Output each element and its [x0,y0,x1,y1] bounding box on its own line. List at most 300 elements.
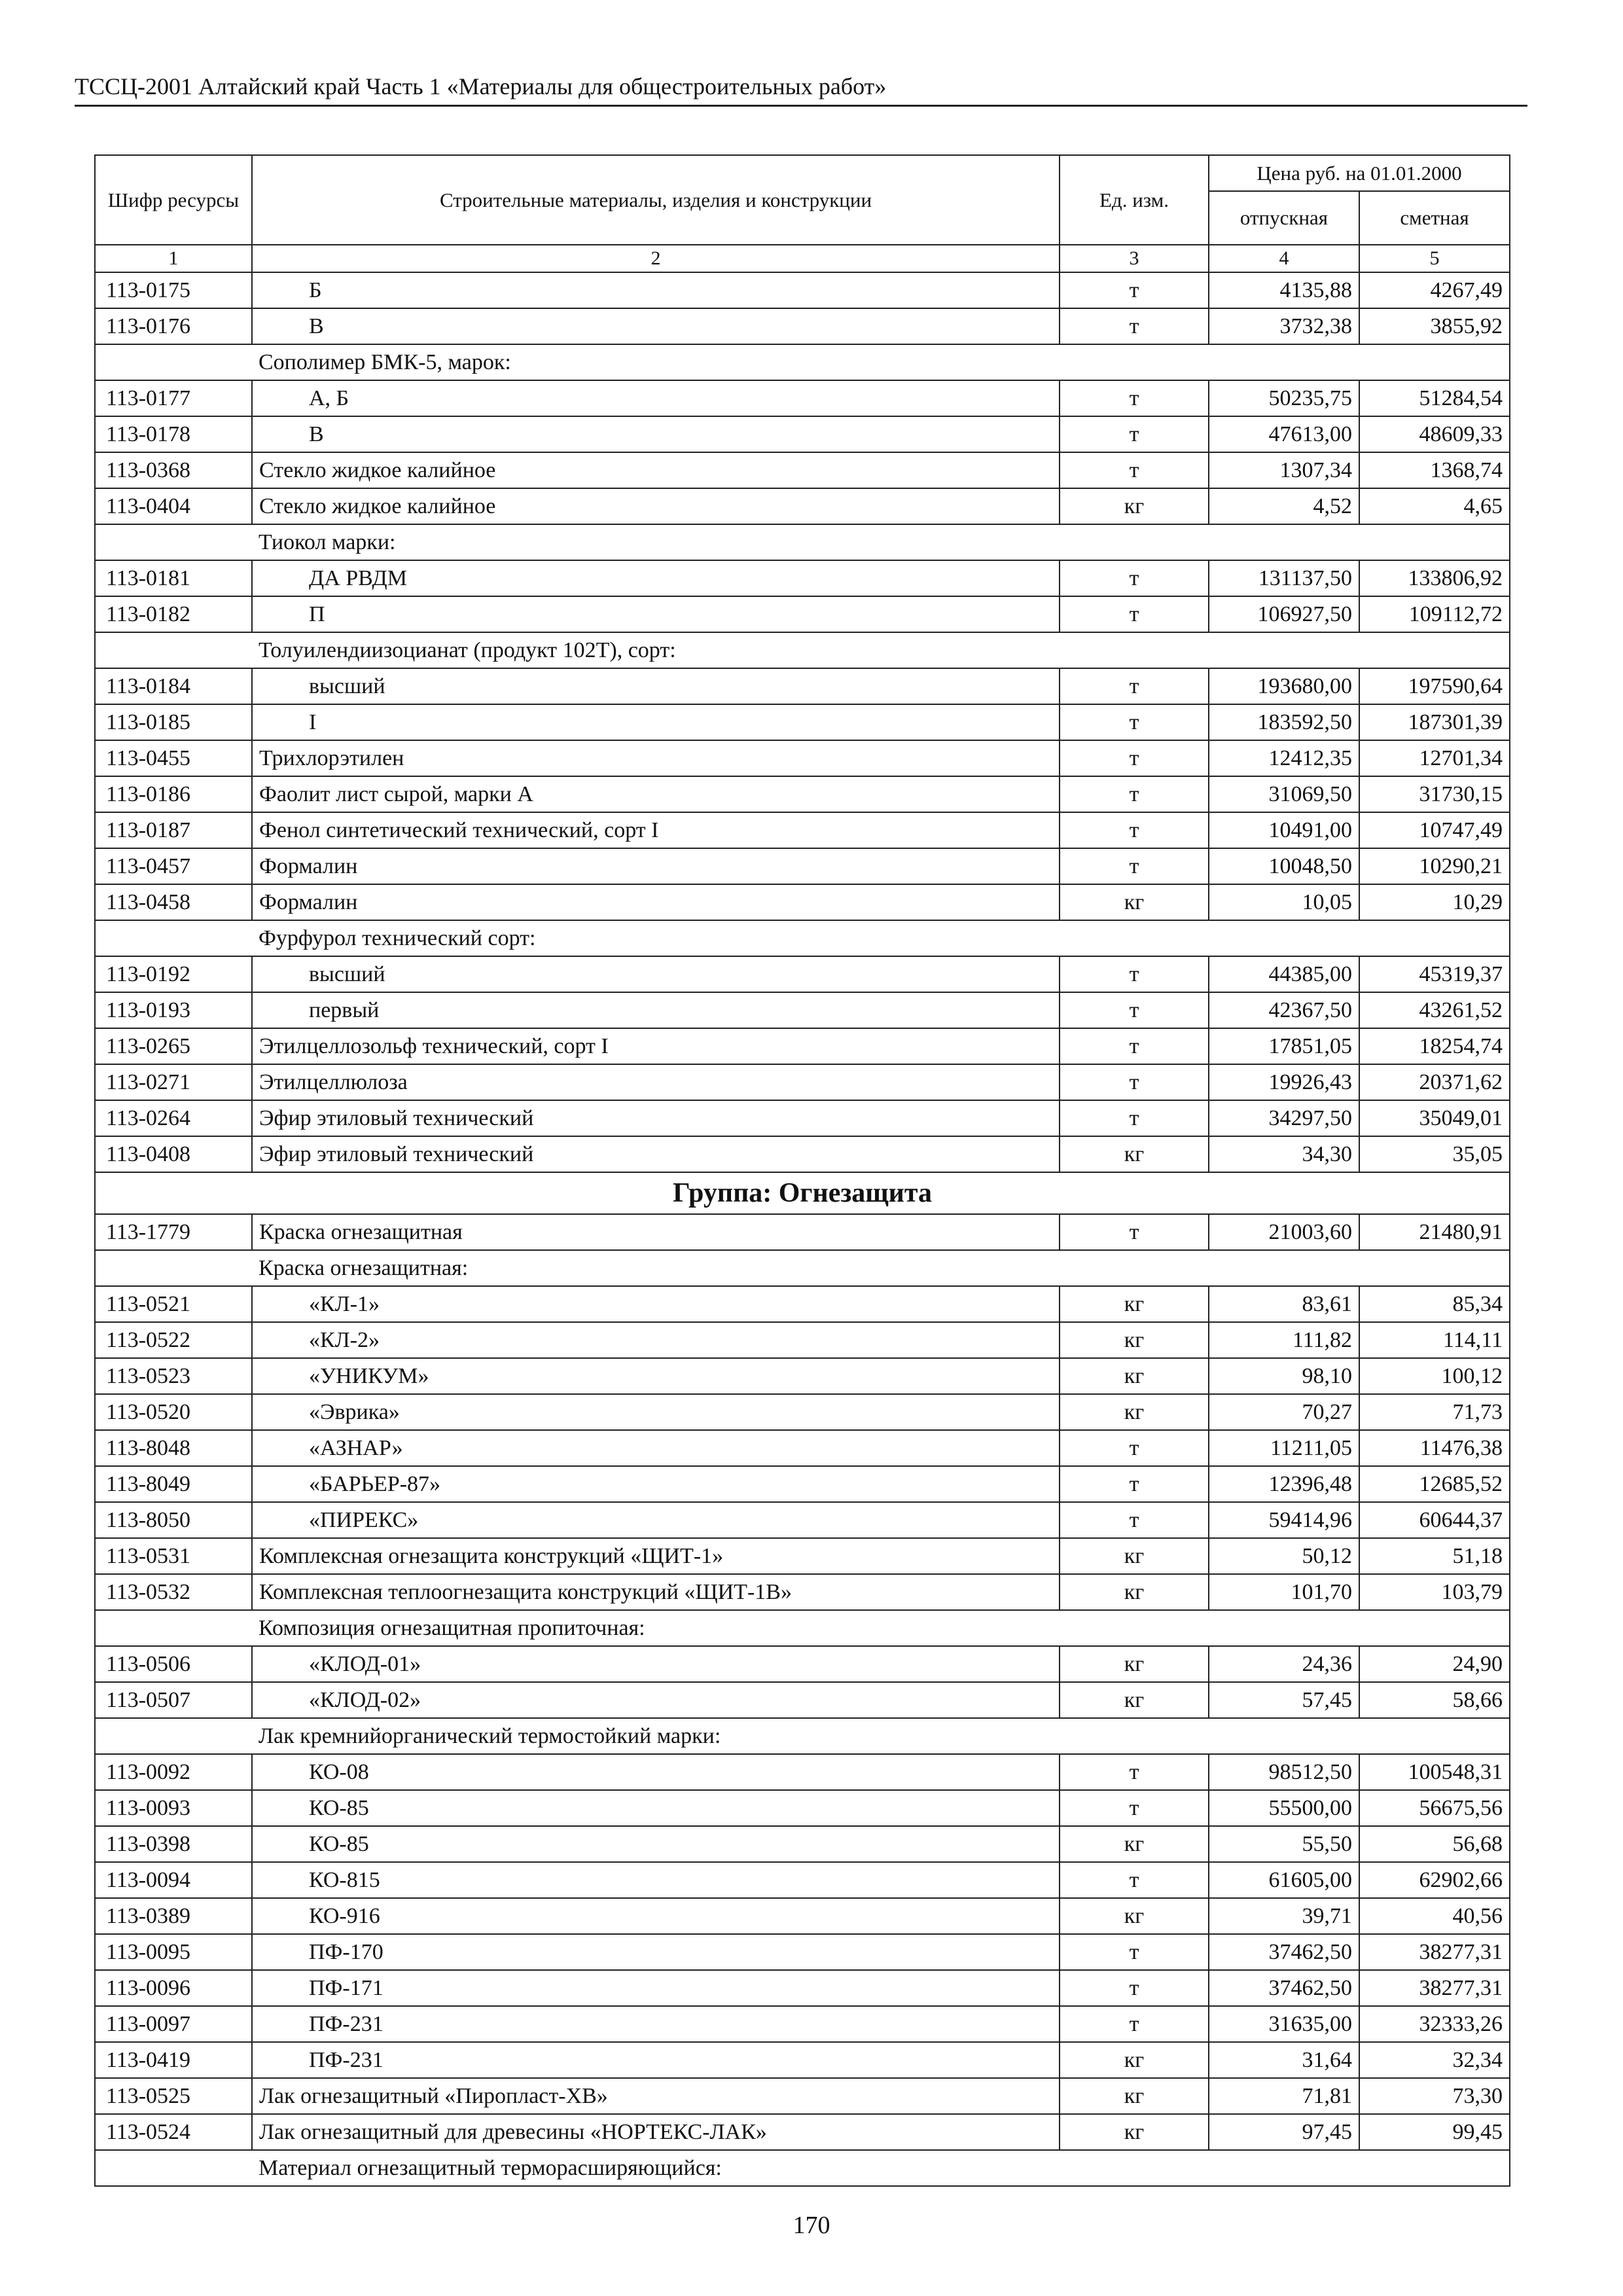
subheader-row [95,1718,1510,1754]
material-name: ПФ-171 [252,1970,1060,2006]
table-row [95,1970,1510,2006]
estimate-price: 48609,33 [1359,416,1510,452]
table-row [95,2042,1510,2078]
unit-cell: кг [1060,1574,1209,1610]
unit-cell: т [1060,740,1209,776]
release-price: 98512,50 [1209,1754,1359,1790]
estimate-price: 12701,34 [1359,740,1510,776]
price-table-container [94,154,1510,2187]
table-row [95,1394,1510,1430]
release-price: 47613,00 [1209,416,1359,452]
material-name: Этилцеллюлоза [252,1064,1060,1100]
estimate-price: 109112,72 [1359,596,1510,632]
resource-code: 113-0186 [95,776,252,812]
release-price: 42367,50 [1209,992,1359,1028]
table-row [95,1430,1510,1466]
table-row [95,1064,1510,1100]
material-name: «КЛ-1» [252,1286,1060,1322]
estimate-price: 197590,64 [1359,668,1510,704]
estimate-price: 51284,54 [1359,380,1510,416]
empty-code-cell [95,920,252,956]
release-price: 37462,50 [1209,1970,1359,2006]
unit-cell: кг [1060,1358,1209,1394]
release-price: 193680,00 [1209,668,1359,704]
column-number: 2 [252,245,1060,272]
estimate-price: 103,79 [1359,1574,1510,1610]
unit-cell: кг [1060,1394,1209,1430]
estimate-price: 4,65 [1359,488,1510,524]
subheader-row [95,920,1510,956]
subheader-label: Фурфурол технический сорт: [252,920,1510,956]
estimate-price: 20371,62 [1359,1064,1510,1100]
unit-cell: кг [1060,1682,1209,1718]
estimate-price: 43261,52 [1359,992,1510,1028]
resource-code: 113-0095 [95,1934,252,1970]
table-row [95,1790,1510,1826]
subheader-row [95,524,1510,560]
release-price: 131137,50 [1209,560,1359,596]
material-name: Б [252,272,1060,308]
resource-code: 113-0096 [95,1970,252,2006]
table-row [95,884,1510,920]
subheader-row [95,1610,1510,1646]
release-price: 31,64 [1209,2042,1359,2078]
table-row [95,1286,1510,1322]
material-name: В [252,308,1060,344]
release-price: 34297,50 [1209,1100,1359,1136]
table-row [95,560,1510,596]
table-row [95,1682,1510,1718]
material-name: Комплексная теплоогнезащита конструкций «ЩИТ-1В» [252,1574,1060,1610]
table-row [95,956,1510,992]
resource-code: 113-0523 [95,1358,252,1394]
table-row [95,1754,1510,1790]
material-name: «Эврика» [252,1394,1060,1430]
table-row [95,1502,1510,1538]
table-row [95,992,1510,1028]
table-row [95,1538,1510,1574]
material-name: Лак огнезащитный «Пиропласт-ХВ» [252,2078,1060,2114]
group-title: Группа: Огнезащита [95,1172,1510,1214]
unit-cell: т [1060,272,1209,308]
unit-cell: т [1060,1064,1209,1100]
material-name: «АЗНАР» [252,1430,1060,1466]
resource-code: 113-0521 [95,1286,252,1322]
unit-cell: кг [1060,2042,1209,2078]
material-name: КО-916 [252,1898,1060,1934]
material-name: Этилцеллозольф технический, сорт I [252,1028,1060,1064]
table-row [95,272,1510,308]
table-row [95,416,1510,452]
resource-code: 113-0097 [95,2006,252,2042]
unit-cell: кг [1060,1286,1209,1322]
unit-cell: кг [1060,884,1209,920]
estimate-price: 56,68 [1359,1826,1510,1862]
release-price: 97,45 [1209,2114,1359,2150]
table-row [95,308,1510,344]
estimate-price: 12685,52 [1359,1466,1510,1502]
release-price: 17851,05 [1209,1028,1359,1064]
table-row [95,488,1510,524]
estimate-price: 58,66 [1359,1682,1510,1718]
table-row [95,2078,1510,2114]
unit-cell: т [1060,1934,1209,1970]
unit-cell: кг [1060,1646,1209,1682]
resource-code: 113-0185 [95,704,252,740]
estimate-price: 99,45 [1359,2114,1510,2150]
table-row [95,596,1510,632]
release-price: 12412,35 [1209,740,1359,776]
release-price: 31069,50 [1209,776,1359,812]
empty-code-cell [95,1250,252,1286]
material-name: ПФ-231 [252,2042,1060,2078]
unit-cell: кг [1060,488,1209,524]
unit-cell: т [1060,1430,1209,1466]
estimate-price: 35,05 [1359,1136,1510,1172]
resource-code: 113-0524 [95,2114,252,2150]
estimate-price: 62902,66 [1359,1862,1510,1898]
estimate-price: 56675,56 [1359,1790,1510,1826]
resource-code: 113-0178 [95,416,252,452]
column-number: 4 [1209,245,1359,272]
release-price: 31635,00 [1209,2006,1359,2042]
estimate-price: 100548,31 [1359,1754,1510,1790]
page-header: ТССЦ-2001 Алтайский край Часть 1 «Материалы для общестроительных работ» [75,73,1527,107]
resource-code: 113-1779 [95,1214,252,1250]
table-row [95,1136,1510,1172]
unit-cell: т [1060,1028,1209,1064]
release-price: 44385,00 [1209,956,1359,992]
estimate-price: 40,56 [1359,1898,1510,1934]
unit-cell: кг [1060,1538,1209,1574]
material-name: «КЛОД-01» [252,1646,1060,1682]
resource-code: 113-0506 [95,1646,252,1682]
empty-code-cell [95,344,252,380]
resource-code: 113-0455 [95,740,252,776]
estimate-price: 32,34 [1359,2042,1510,2078]
table-row [95,452,1510,488]
material-name: «УНИКУМ» [252,1358,1060,1394]
release-price: 39,71 [1209,1898,1359,1934]
column-number: 5 [1359,245,1510,272]
header-price: Цена руб. на 01.01.2000 [1209,155,1510,191]
estimate-price: 35049,01 [1359,1100,1510,1136]
unit-cell: кг [1060,1898,1209,1934]
subheader-row [95,1250,1510,1286]
release-price: 4135,88 [1209,272,1359,308]
header-release-price: отпускная [1209,191,1359,245]
release-price: 37462,50 [1209,1934,1359,1970]
resource-code: 113-0094 [95,1862,252,1898]
column-number: 3 [1060,245,1209,272]
table-row [95,1100,1510,1136]
resource-code: 113-8050 [95,1502,252,1538]
unit-cell: т [1060,812,1209,848]
estimate-price: 10,29 [1359,884,1510,920]
release-price: 70,27 [1209,1394,1359,1430]
material-name: высший [252,668,1060,704]
resource-code: 113-0264 [95,1100,252,1136]
material-name: «БАРЬЕР-87» [252,1466,1060,1502]
estimate-price: 3855,92 [1359,308,1510,344]
unit-cell: т [1060,1214,1209,1250]
resource-code: 113-0177 [95,380,252,416]
material-name: П [252,596,1060,632]
unit-cell: кг [1060,2078,1209,2114]
table-row [95,2006,1510,2042]
material-name: КО-85 [252,1790,1060,1826]
estimate-price: 73,30 [1359,2078,1510,2114]
resource-code: 113-0458 [95,884,252,920]
resource-code: 113-0093 [95,1790,252,1826]
unit-cell: т [1060,1970,1209,2006]
unit-cell: т [1060,704,1209,740]
empty-code-cell [95,1718,252,1754]
release-price: 101,70 [1209,1574,1359,1610]
release-price: 24,36 [1209,1646,1359,1682]
unit-cell: т [1060,560,1209,596]
unit-cell: т [1060,1790,1209,1826]
material-name: Формалин [252,848,1060,884]
estimate-price: 100,12 [1359,1358,1510,1394]
header-code: Шифр ресурсы [95,155,252,245]
resource-code: 113-0531 [95,1538,252,1574]
estimate-price: 10747,49 [1359,812,1510,848]
resource-code: 113-0265 [95,1028,252,1064]
table-row [95,380,1510,416]
release-price: 19926,43 [1209,1064,1359,1100]
estimate-price: 31730,15 [1359,776,1510,812]
empty-code-cell [95,524,252,560]
subheader-label: Краска огнезащитная: [252,1250,1510,1286]
resource-code: 113-0181 [95,560,252,596]
estimate-price: 60644,37 [1359,1502,1510,1538]
release-price: 98,10 [1209,1358,1359,1394]
unit-cell: т [1060,416,1209,452]
estimate-price: 133806,92 [1359,560,1510,596]
material-name: КО-85 [252,1826,1060,1862]
unit-cell: кг [1060,2114,1209,2150]
table-row [95,1646,1510,1682]
table-row [95,812,1510,848]
resource-code: 113-0532 [95,1574,252,1610]
material-name: ДА РВДМ [252,560,1060,596]
material-name: Фаолит лист сырой, марки А [252,776,1060,812]
resource-code: 113-0398 [95,1826,252,1862]
unit-cell: т [1060,1100,1209,1136]
resource-code: 113-0193 [95,992,252,1028]
unit-cell: т [1060,848,1209,884]
material-name: ПФ-170 [252,1934,1060,1970]
table-row [95,1574,1510,1610]
empty-code-cell [95,1610,252,1646]
estimate-price: 38277,31 [1359,1970,1510,2006]
resource-code: 113-0271 [95,1064,252,1100]
table-row [95,1028,1510,1064]
estimate-price: 10290,21 [1359,848,1510,884]
release-price: 83,61 [1209,1286,1359,1322]
material-name: В [252,416,1060,452]
resource-code: 113-8048 [95,1430,252,1466]
release-price: 59414,96 [1209,1502,1359,1538]
estimate-price: 4267,49 [1359,272,1510,308]
subheader-label: Тиокол марки: [252,524,1510,560]
material-name: Краска огнезащитная [252,1214,1060,1250]
release-price: 10,05 [1209,884,1359,920]
material-name: Эфир этиловый технический [252,1136,1060,1172]
resource-code: 113-0525 [95,2078,252,2114]
estimate-price: 21480,91 [1359,1214,1510,1250]
table-row [95,1862,1510,1898]
estimate-price: 71,73 [1359,1394,1510,1430]
unit-cell: т [1060,1754,1209,1790]
material-name: «ПИРЕКС» [252,1502,1060,1538]
column-number: 1 [95,245,252,272]
unit-cell: т [1060,2006,1209,2042]
table-row [95,1214,1510,1250]
table-row [95,776,1510,812]
table-row [95,1826,1510,1862]
resource-code: 113-0520 [95,1394,252,1430]
material-name: Лак огнезащитный для древесины «НОРТЕКС-ЛАК» [252,2114,1060,2150]
release-price: 4,52 [1209,488,1359,524]
resource-code: 113-0192 [95,956,252,992]
resource-code: 113-0522 [95,1322,252,1358]
table-body [95,272,1510,2186]
release-price: 71,81 [1209,2078,1359,2114]
material-name: «КЛ-2» [252,1322,1060,1358]
unit-cell: кг [1060,1136,1209,1172]
estimate-price: 114,11 [1359,1322,1510,1358]
unit-cell: кг [1060,1826,1209,1862]
page-number: 170 [793,2212,830,2239]
resource-code: 113-0175 [95,272,252,308]
unit-cell: т [1060,596,1209,632]
estimate-price: 11476,38 [1359,1430,1510,1466]
material-name: Фенол синтетический технический, сорт I [252,812,1060,848]
release-price: 55,50 [1209,1826,1359,1862]
table-row [95,668,1510,704]
release-price: 57,45 [1209,1682,1359,1718]
release-price: 34,30 [1209,1136,1359,1172]
material-name: КО-815 [252,1862,1060,1898]
release-price: 10491,00 [1209,812,1359,848]
material-name: КО-08 [252,1754,1060,1790]
resource-code: 113-0507 [95,1682,252,1718]
release-price: 1307,34 [1209,452,1359,488]
release-price: 11211,05 [1209,1430,1359,1466]
empty-code-cell [95,632,252,668]
material-name: А, Б [252,380,1060,416]
release-price: 111,82 [1209,1322,1359,1358]
unit-cell: т [1060,668,1209,704]
release-price: 10048,50 [1209,848,1359,884]
release-price: 50235,75 [1209,380,1359,416]
table-row [95,740,1510,776]
material-name: высший [252,956,1060,992]
release-price: 55500,00 [1209,1790,1359,1826]
header-unit: Ед. изм. [1060,155,1209,245]
material-name: Стекло жидкое калийное [252,488,1060,524]
table-row [95,2114,1510,2150]
resource-code: 113-0404 [95,488,252,524]
unit-cell: т [1060,308,1209,344]
material-name: Эфир этиловый технический [252,1100,1060,1136]
table-row [95,704,1510,740]
release-price: 61605,00 [1209,1862,1359,1898]
subheader-row [95,344,1510,380]
estimate-price: 187301,39 [1359,704,1510,740]
header-estimate-price: сметная [1359,191,1510,245]
subheader-row [95,632,1510,668]
estimate-price: 1368,74 [1359,452,1510,488]
resource-code: 113-0092 [95,1754,252,1790]
material-name: Комплексная огнезащита конструкций «ЩИТ-1» [252,1538,1060,1574]
unit-cell: т [1060,956,1209,992]
price-table [94,154,1510,2187]
material-name: Трихлорэтилен [252,740,1060,776]
unit-cell: т [1060,1502,1209,1538]
group-header-row [95,1172,1510,1214]
resource-code: 113-0419 [95,2042,252,2078]
release-price: 50,12 [1209,1538,1359,1574]
resource-code: 113-0457 [95,848,252,884]
table-row [95,1358,1510,1394]
subheader-label: Толуилендиизоцианат (продукт 102Т), сорт: [252,632,1510,668]
resource-code: 113-0389 [95,1898,252,1934]
estimate-price: 38277,31 [1359,1934,1510,1970]
resource-code: 113-0176 [95,308,252,344]
table-row [95,1466,1510,1502]
release-price: 183592,50 [1209,704,1359,740]
unit-cell: т [1060,380,1209,416]
material-name: «КЛОД-02» [252,1682,1060,1718]
resource-code: 113-0182 [95,596,252,632]
table-row [95,1322,1510,1358]
release-price: 3732,38 [1209,308,1359,344]
unit-cell: т [1060,992,1209,1028]
estimate-price: 51,18 [1359,1538,1510,1574]
material-name: I [252,704,1060,740]
resource-code: 113-8049 [95,1466,252,1502]
resource-code: 113-0368 [95,452,252,488]
subheader-label: Сополимер БМК-5, марок: [252,344,1510,380]
unit-cell: кг [1060,1322,1209,1358]
estimate-price: 85,34 [1359,1286,1510,1322]
subheader-label: Композиция огнезащитная пропиточная: [252,1610,1510,1646]
estimate-price: 24,90 [1359,1646,1510,1682]
subheader-label: Лак кремнийорганический термостойкий марки: [252,1718,1510,1754]
estimate-price: 45319,37 [1359,956,1510,992]
unit-cell: т [1060,1862,1209,1898]
estimate-price: 18254,74 [1359,1028,1510,1064]
resource-code: 113-0184 [95,668,252,704]
table-row [95,848,1510,884]
material-name: Формалин [252,884,1060,920]
material-name: ПФ-231 [252,2006,1060,2042]
subheader-label: Материал огнезащитный терморасширяющийся: [252,2150,1510,2186]
estimate-price: 32333,26 [1359,2006,1510,2042]
resource-code: 113-0408 [95,1136,252,1172]
release-price: 21003,60 [1209,1214,1359,1250]
unit-cell: т [1060,776,1209,812]
material-name: Стекло жидкое калийное [252,452,1060,488]
release-price: 106927,50 [1209,596,1359,632]
empty-code-cell [95,2150,252,2186]
header-name: Строительные материалы, изделия и конструкции [252,155,1060,245]
resource-code: 113-0187 [95,812,252,848]
unit-cell: т [1060,1466,1209,1502]
